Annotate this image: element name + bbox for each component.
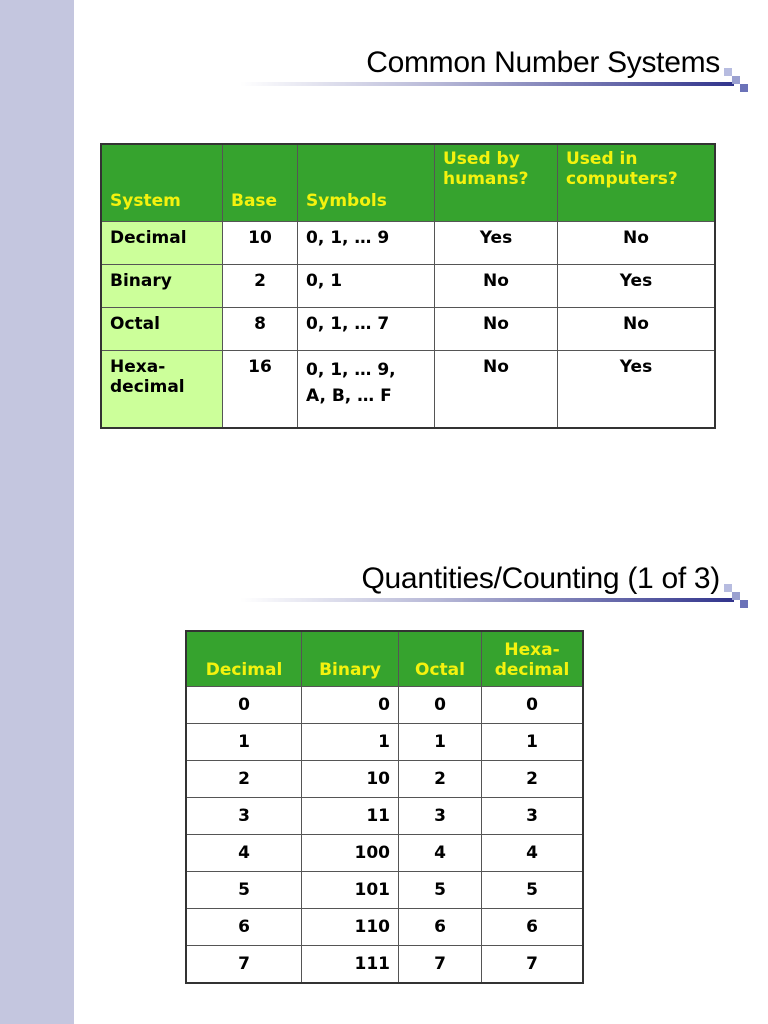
title-decoration-icon [724,68,750,94]
header-binary: Binary [302,631,399,687]
header-used-by-humans: Used by humans? [435,144,558,222]
cell-hexadecimal: 3 [482,798,584,835]
title-decoration-icon [724,584,750,610]
cell-binary: 0 [302,687,399,724]
table-row [101,265,715,308]
title-underline [240,598,734,602]
cell-symbols: 0, 1, … 9, A, B, … F [298,351,435,429]
cell-humans: No [435,351,558,429]
slide-title: Quantities/Counting (1 of 3) [361,562,720,595]
cell-hexadecimal: 1 [482,724,584,761]
cell-binary: 101 [302,872,399,909]
table-row [186,946,583,984]
header-system: System [101,144,223,222]
cell-octal: 4 [399,835,482,872]
table-header-row [186,631,583,687]
counting-table [185,630,584,984]
cell-binary: 1 [302,724,399,761]
cell-base: 10 [223,222,298,265]
cell-hexadecimal: 2 [482,761,584,798]
cell-computers: No [558,222,716,265]
header-symbols: Symbols [298,144,435,222]
cell-decimal: 7 [186,946,302,984]
cell-binary: 110 [302,909,399,946]
cell-hexadecimal: 0 [482,687,584,724]
cell-system: Hexa- decimal [101,351,223,429]
title-underline [240,82,734,86]
cell-hexadecimal: 5 [482,872,584,909]
table-row [186,724,583,761]
cell-decimal: 4 [186,835,302,872]
cell-humans: No [435,308,558,351]
slide-title: Common Number Systems [366,46,720,79]
cell-binary: 10 [302,761,399,798]
cell-decimal: 0 [186,687,302,724]
header-octal: Octal [399,631,482,687]
cell-hexadecimal: 6 [482,909,584,946]
cell-base: 16 [223,351,298,429]
cell-base: 2 [223,265,298,308]
cell-computers: Yes [558,351,716,429]
table-row [101,351,715,429]
cell-octal: 7 [399,946,482,984]
cell-system: Octal [101,308,223,351]
slide-quantities-counting [0,512,768,1024]
cell-decimal: 3 [186,798,302,835]
cell-hexadecimal: 4 [482,835,584,872]
header-decimal: Decimal [186,631,302,687]
table-row [186,835,583,872]
cell-binary: 11 [302,798,399,835]
table-row [186,761,583,798]
cell-hexadecimal: 7 [482,946,584,984]
header-used-in-computers: Used in computers? [558,144,716,222]
cell-binary: 100 [302,835,399,872]
cell-decimal: 1 [186,724,302,761]
table-row [186,872,583,909]
number-systems-table [100,143,716,429]
cell-computers: Yes [558,265,716,308]
cell-humans: Yes [435,222,558,265]
cell-decimal: 2 [186,761,302,798]
cell-symbols: 0, 1 [298,265,435,308]
header-hexadecimal: Hexa- decimal [482,631,584,687]
table-row [186,909,583,946]
cell-octal: 3 [399,798,482,835]
cell-base: 8 [223,308,298,351]
header-base: Base [223,144,298,222]
cell-humans: No [435,265,558,308]
cell-octal: 2 [399,761,482,798]
cell-computers: No [558,308,716,351]
cell-system: Decimal [101,222,223,265]
table-row [186,687,583,724]
table-row [101,308,715,351]
cell-binary: 111 [302,946,399,984]
cell-symbols: 0, 1, … 7 [298,308,435,351]
table-row [186,798,583,835]
table-header-row [101,144,715,222]
cell-decimal: 6 [186,909,302,946]
cell-octal: 1 [399,724,482,761]
cell-symbols: 0, 1, … 9 [298,222,435,265]
cell-system: Binary [101,265,223,308]
table-row [101,222,715,265]
cell-octal: 0 [399,687,482,724]
cell-octal: 5 [399,872,482,909]
cell-octal: 6 [399,909,482,946]
cell-decimal: 5 [186,872,302,909]
